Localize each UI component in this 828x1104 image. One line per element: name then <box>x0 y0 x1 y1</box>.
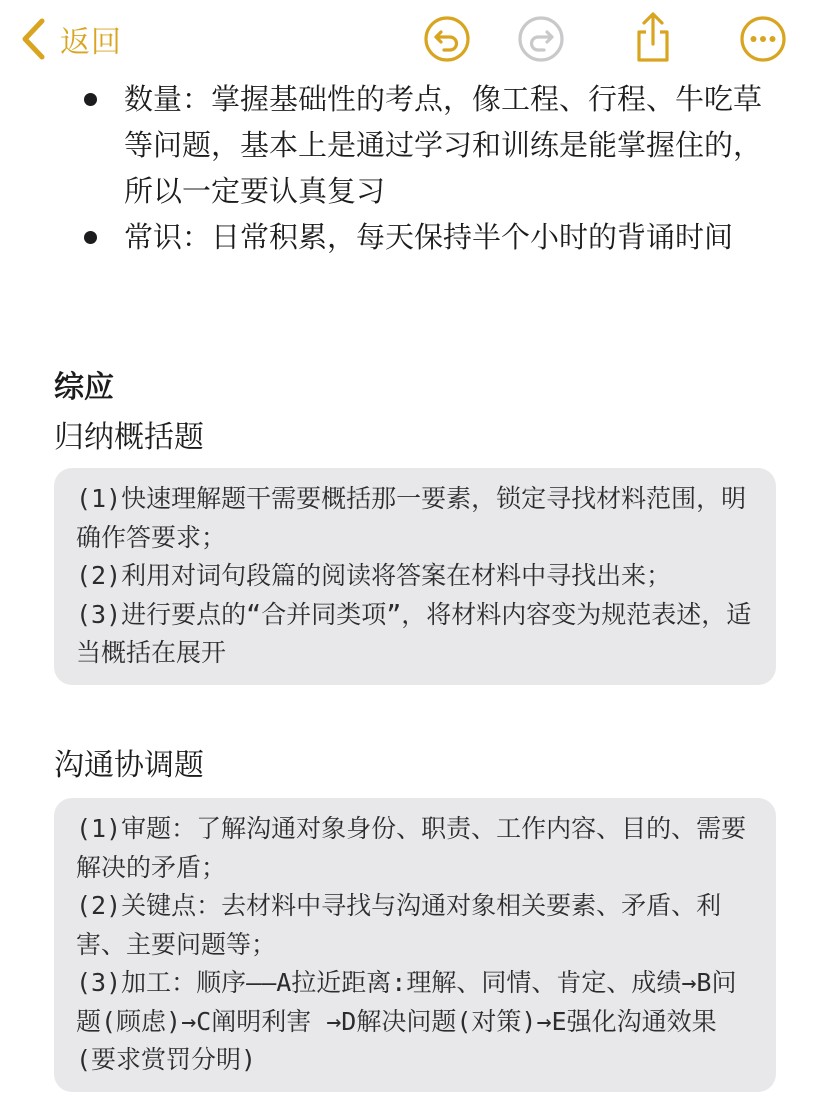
bullet-dot-icon <box>84 231 97 244</box>
redo-icon <box>516 14 566 64</box>
undo-button[interactable] <box>422 14 472 64</box>
bullet-dot-icon <box>84 93 97 106</box>
undo-icon <box>422 14 472 64</box>
section-title: 综应 <box>54 370 114 405</box>
block-line: (3)进行要点的“合并同类项”，将材料内容变为规范表述，适当概括在展开 <box>76 599 752 667</box>
list-item <box>124 76 774 214</box>
block-line: (2)关键点：去材料中寻找与沟通对象相关要素、矛盾、利害、主要问题等； <box>76 891 722 959</box>
redo-button[interactable] <box>516 14 566 64</box>
navigation-bar <box>0 0 828 78</box>
list-item <box>124 214 774 260</box>
block-line: (2)利用对词句段篇的阅读将答案在材料中寻找出来； <box>76 561 672 590</box>
back-button[interactable] <box>20 16 122 62</box>
block-heading: 沟通协调题 <box>54 748 204 783</box>
more-button[interactable] <box>738 14 788 64</box>
bullet-list <box>0 76 774 260</box>
chevron-left-icon <box>20 18 46 60</box>
share-icon <box>628 10 678 66</box>
back-label: 返回 <box>60 25 122 60</box>
share-button[interactable] <box>628 10 678 60</box>
list-item-text: 常识：日常积累，每天保持半个小时的背诵时间 <box>124 220 734 254</box>
block-line: (3)加工：顺序——A拉近距离:理解、同情、肯定、成绩→B问题(顾虑)→C阐明利害 →D解决问题(对策)→E强化沟通效果(要求赏罚分明) <box>76 968 737 1074</box>
monospaced-block <box>54 468 776 685</box>
block-line: (1)审题：了解沟通对象身份、职责、工作内容、目的、需要解决的矛盾； <box>76 814 747 882</box>
monospaced-block <box>54 798 776 1092</box>
block-heading: 归纳概括题 <box>54 420 204 455</box>
list-item-text: 数量：掌握基础性的考点，像工程、行程、牛吃草等问题，基本上是通过学习和训练是能掌握住的，所以一定要认真复习 <box>124 82 763 208</box>
block-line: (1)快速理解题干需要概括那一要素，锁定寻找材料范围，明确作答要求； <box>76 484 747 552</box>
more-icon <box>738 14 788 64</box>
